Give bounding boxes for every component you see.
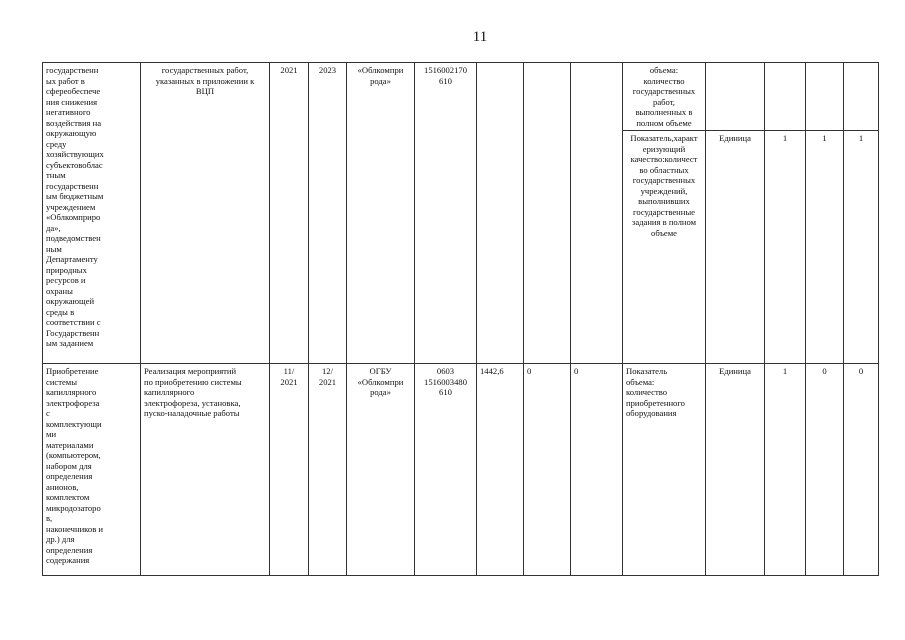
executor: «Облкомпри рода»	[357, 65, 404, 86]
activity-text: государственных работ, указанных в приложении к ВЦП	[155, 65, 255, 96]
end-date-cell	[309, 364, 347, 576]
start-date: 11/ 2021	[280, 366, 298, 387]
funding-cell	[477, 364, 524, 576]
executor: ОГБУ «Облкомпри рода»	[357, 366, 404, 397]
funding-value: 1442,6	[480, 366, 504, 376]
indicator-value-2: 1	[822, 133, 827, 143]
indicator-name-cell	[623, 63, 706, 131]
indicator-value-2-cell	[806, 364, 844, 576]
indicator-unit-cell	[706, 63, 765, 131]
program-table	[42, 62, 879, 576]
indicator-name-cell	[623, 364, 706, 576]
table-row	[43, 63, 879, 131]
indicator-value-1: 1	[782, 366, 788, 376]
event-description: Приобретение системы капиллярного электрофореза с комплектующи ми материалами (компьютером, набором для определения анионов, комплектом микродозаторо в, наконечников и др.) для определения содержания	[46, 366, 104, 565]
kbk-cell	[415, 364, 477, 576]
funding-year2: 0	[527, 366, 532, 376]
event-description-cell	[43, 364, 141, 576]
kbk-code: 1516002170 610	[424, 65, 467, 86]
start-date-cell	[270, 63, 309, 364]
kbk-code: 0603 1516003480 610	[424, 366, 467, 397]
indicator-name: Показатель объема: количество приобретенного оборудования	[626, 366, 685, 418]
indicator-unit-cell	[706, 131, 765, 364]
indicator-value-1-cell	[765, 63, 806, 131]
indicator-unit-cell	[706, 364, 765, 576]
funding-year3-cell	[571, 63, 623, 364]
indicator-name: Показатель,характ еризующий качество:количест во областных государственных учреждений, выполнивших государственные задания в полном объеме	[630, 133, 698, 238]
event-description: государственн ых работ в сфереобеспече ния снижения негативного воздействия на окружающую среду хозяйствующих субъектовоблас тным государственн ым бюджетным учреждением «Облкомприро да», подведомствен ным Департаменту природных ресурсов и охраны окружающей среды в соответствии с Государственн ым заданием	[46, 65, 104, 348]
funding-year2-cell	[524, 63, 571, 364]
activity-text: Реализация мероприятий по приобретению системы капиллярного электрофореза, установка, пуско-наладочные работы	[144, 366, 242, 418]
indicator-value-2-cell	[806, 63, 844, 131]
indicator-value-1-cell	[765, 364, 806, 576]
executor-cell	[347, 364, 415, 576]
page-number: 11	[472, 29, 488, 45]
executor-cell	[347, 63, 415, 364]
end-date: 2023	[318, 65, 337, 75]
indicator-unit: Единица	[719, 133, 751, 143]
funding-cell	[477, 63, 524, 364]
start-date-cell	[270, 364, 309, 576]
kbk-cell	[415, 63, 477, 364]
activity-cell	[141, 364, 270, 576]
table-row	[43, 364, 879, 576]
start-date: 2021	[280, 65, 298, 75]
indicator-unit: Единица	[719, 366, 751, 376]
funding-year3: 0	[574, 366, 579, 376]
funding-year2-cell	[524, 364, 571, 576]
indicator-name-cell	[623, 131, 706, 364]
activity-cell	[141, 63, 270, 364]
event-description-cell	[43, 63, 141, 364]
indicator-value-2-cell	[806, 131, 844, 364]
indicator-value-1-cell	[765, 131, 806, 364]
indicator-value-3-cell	[844, 63, 879, 131]
end-date-cell	[309, 63, 347, 364]
indicator-value-3: 0	[858, 366, 864, 376]
indicator-value-3: 1	[858, 133, 864, 143]
funding-year3-cell	[571, 364, 623, 576]
indicator-name: объема: количество государственных работ, выполненных в полном объеме	[632, 65, 696, 128]
indicator-value-3-cell	[844, 364, 879, 576]
indicator-value-3-cell	[844, 131, 879, 364]
indicator-value-1: 1	[782, 133, 788, 143]
end-date: 12/ 2021	[318, 366, 337, 387]
indicator-value-2: 0	[822, 366, 827, 376]
